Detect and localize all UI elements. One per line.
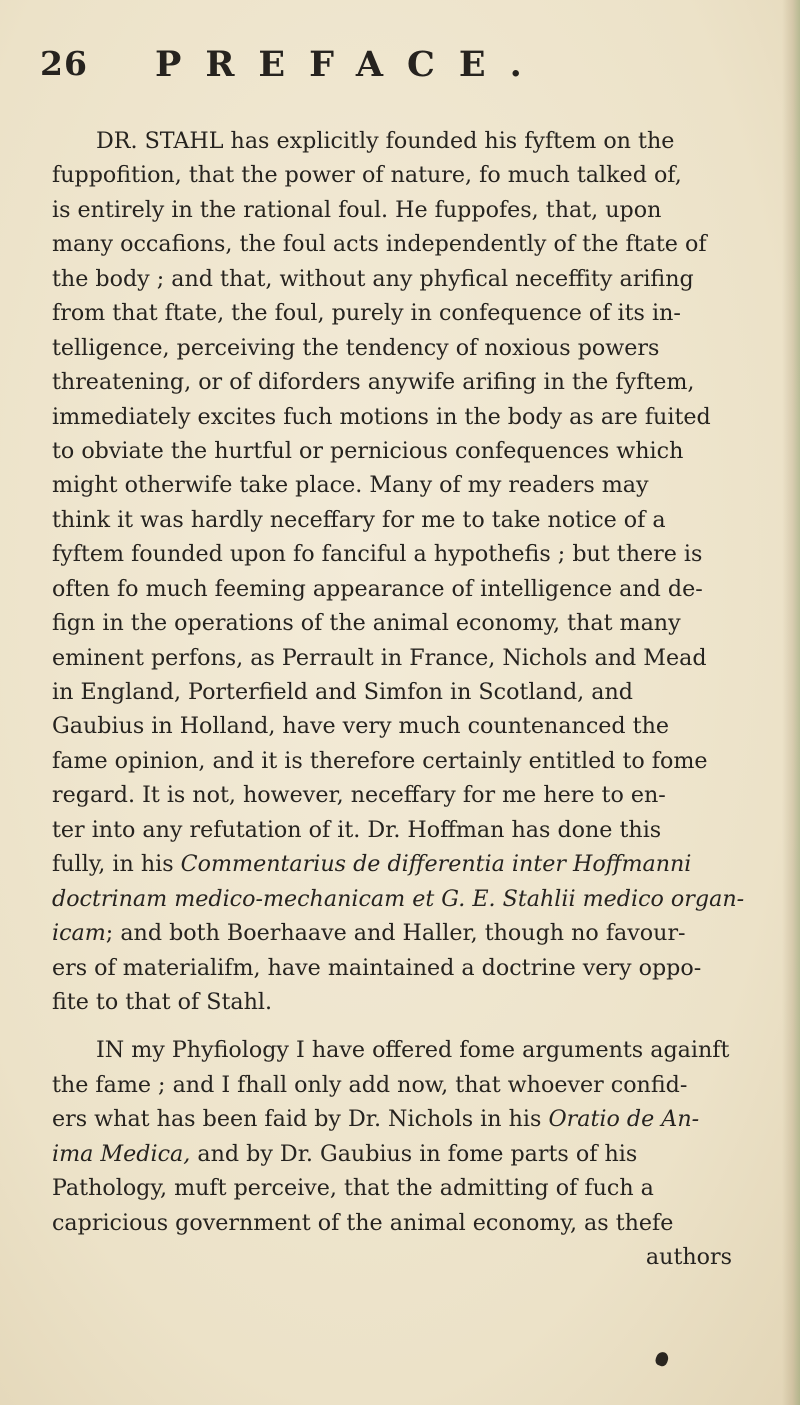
text-line xyxy=(52,847,732,881)
text-line: immediately excites fuch motions in the body as are fuited xyxy=(52,403,711,430)
text-line: the fame ; and I fhall only add now, that whoever confid- xyxy=(52,1071,688,1098)
book-title: Commentarius de differentia inter Hoffmanni xyxy=(180,851,692,878)
ink-blot-mark xyxy=(654,1350,670,1367)
text-line: many occafions, the foul acts independently of the ftate of xyxy=(52,231,707,258)
body-text xyxy=(52,124,745,1274)
text-line xyxy=(52,1102,732,1136)
text-segment: ; and both Boerhaave and Haller, though no favour- xyxy=(105,920,686,947)
text-segment: and by Dr. Gaubius in fome parts of his xyxy=(197,1140,638,1167)
book-title: Oratio de An- xyxy=(548,1106,700,1133)
text-line: ers of materialifm, have maintained a doctrine very oppo- xyxy=(52,954,702,981)
page-header xyxy=(40,44,740,94)
paragraph-gap xyxy=(52,1019,732,1033)
text-line: IN my Phyfiology I have offered fome arguments againft xyxy=(96,1037,730,1064)
book-title: icam xyxy=(52,920,106,947)
book-title: ima Medica, xyxy=(52,1140,191,1167)
text-line: ter into any refutation of it. Dr. Hoffman has done this xyxy=(52,816,662,843)
text-line: think it was hardly neceffary for me to take notice of a xyxy=(52,506,666,533)
text-line: fuppofition, that the power of nature, fo much talked of, xyxy=(52,162,682,189)
text-line: capricious government of the animal economy, as thefe xyxy=(52,1209,674,1236)
text-line: fign in the operations of the animal economy, that many xyxy=(52,610,681,637)
text-line: often fo much feeming appearance of intelligence and de- xyxy=(52,575,703,602)
text-line: telligence, perceiving the tendency of noxious powers xyxy=(52,334,660,361)
text-line: fite to that of Stahl. xyxy=(52,988,273,1015)
text-line: in England, Porterfield and Simfon in Scotland, and xyxy=(52,679,633,705)
text-line: is entirely in the rational foul. He fuppofes, that, upon xyxy=(52,196,662,223)
text-line: from that ftate, the foul, purely in confequence of its in- xyxy=(52,300,681,327)
text-line: might otherwife take place. Many of my readers may xyxy=(52,472,649,499)
book-title: doctrinam medico-mechanicam et G. E. Stahlii medico organ- xyxy=(52,885,745,912)
catchword: authors xyxy=(645,1244,732,1270)
text-line: Pathology, muft perceive, that the admitting of fuch a xyxy=(52,1175,654,1202)
text-line: threatening, or of diforders anywife arifing in the fyftem, xyxy=(52,369,695,396)
text-segment: fully, in his xyxy=(52,851,174,878)
text-line: the body ; and that, without any phyfical neceffity arifing xyxy=(52,265,694,292)
text-line: fame opinion, and it is therefore certainly entitled to fome xyxy=(52,747,708,774)
text-line: regard. It is not, however, neceffary for me here to en- xyxy=(52,782,666,809)
text-segment: ers what has been faid by Dr. Nichols in his xyxy=(52,1106,542,1133)
text-line: DR. STAHL has explicitly founded his fyftem on the xyxy=(96,128,675,154)
page-edge xyxy=(782,0,800,1405)
text-line: eminent perfons, as Perrault in France, Nichols and Mead xyxy=(52,644,707,671)
text-line: Gaubius in Holland, have very much countenanced the xyxy=(52,713,669,740)
text-line xyxy=(52,916,732,950)
text-line xyxy=(52,1137,732,1171)
text-line: to obviate the hurtful or pernicious confequences which xyxy=(52,437,684,464)
text-line: fyftem founded upon fo fanciful a hypothefis ; but there is xyxy=(52,541,703,568)
text-line xyxy=(52,882,745,916)
running-head: PREFACE. xyxy=(155,44,546,85)
page-number: 26 xyxy=(40,44,88,83)
